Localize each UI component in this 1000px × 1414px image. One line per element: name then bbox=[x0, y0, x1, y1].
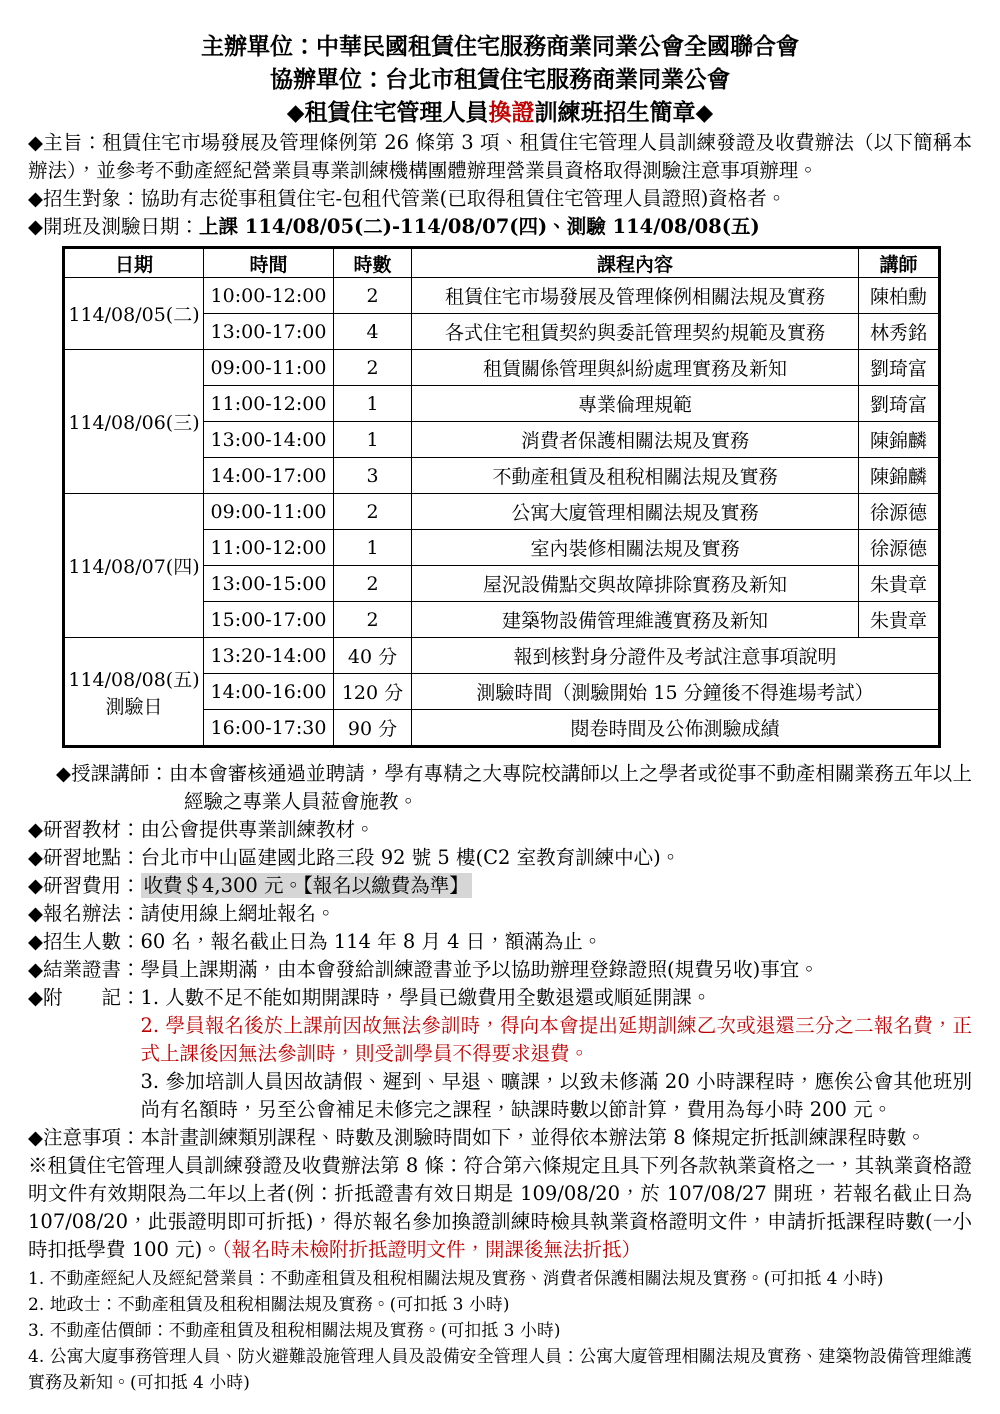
hours-cell: 1 bbox=[334, 422, 412, 458]
time-cell: 13:20-14:00 bbox=[204, 638, 334, 674]
header-cell-time: 時間 bbox=[204, 248, 334, 278]
course-cell: 租賃住宅市場發展及管理條例相關法規及實務 bbox=[412, 278, 859, 314]
schedule-date-label: ◆開班及測驗日期： bbox=[28, 215, 199, 238]
fee-highlight: 收費＄4,300 元。【報名以繳費為準】 bbox=[141, 873, 472, 898]
teacher-cell: 劉琦富 bbox=[859, 386, 940, 422]
course-cell: 室內裝修相關法規及實務 bbox=[412, 530, 859, 566]
lecturer-text: 由本會審核通過並聘請，學有專精之大專院校講師以上之學者或從事不動產相關業務五年以上經驗之專業人員蒞會施教。 bbox=[169, 762, 972, 813]
teacher-cell: 徐源德 bbox=[859, 530, 940, 566]
deduction-list bbox=[28, 1266, 972, 1396]
course-cell: 公寓大廈管理相關法規及實務 bbox=[412, 494, 859, 530]
rule8-red-note: （報名時未檢附折抵證明文件，開課後無法折抵） bbox=[221, 1238, 641, 1261]
certificate-paragraph: ◆結業證書：學員上課期滿，由本會發給訓練證書並予以協助辦理登錄證照(規費另收)事宜。 bbox=[28, 958, 819, 981]
organizer-line: 主辦單位：中華民國租賃住宅服務商業同業公會全國聯合會 bbox=[201, 33, 799, 60]
note-item: 3. 參加培訓人員因故請假、遲到、早退、曠課，以致未修滿 20 小時課程時，應俟公會其他班別尚有名額時，另至公會補足未修完之課程，缺課時數以節計算，費用為每小時 200 元。 bbox=[140, 1070, 972, 1121]
doc-title-red-term: 換證 bbox=[488, 99, 535, 126]
time-cell: 14:00-16:00 bbox=[204, 674, 334, 710]
schedule-date-paragraph bbox=[28, 213, 972, 241]
hours-cell: 90 分 bbox=[334, 710, 412, 747]
deduction-item: 3. 不動產估價師：不動產租賃及租稅相關法規及實務。(可扣抵 3 小時) bbox=[28, 1321, 561, 1341]
hours-cell: 120 分 bbox=[334, 674, 412, 710]
lecturer-label: ◆授課講師： bbox=[56, 762, 170, 785]
teacher-cell: 林秀銘 bbox=[859, 314, 940, 350]
header-cell-course: 課程內容 bbox=[412, 248, 859, 278]
table-header-row bbox=[64, 248, 940, 278]
table-row bbox=[64, 278, 940, 314]
header-cell-date: 日期 bbox=[64, 248, 204, 278]
course-table bbox=[62, 246, 941, 748]
table-row bbox=[64, 638, 940, 674]
subject-paragraph: ◆主旨：租賃住宅市場發展及管理條例第 26 條第 3 項、租賃住宅管理人員訓練發證及收費辦法（以下簡稱本辦法），並參考不動產經紀營業員專業訓練機構團體辦理營業員資格取得測驗注意事項辦理。 bbox=[28, 131, 972, 182]
doc-title bbox=[28, 96, 972, 129]
notes-items bbox=[141, 984, 973, 1124]
doc-title-post: 訓練班招生簡章◆ bbox=[534, 99, 714, 126]
rule8-paragraph bbox=[28, 1152, 972, 1264]
note-item-refund-policy: 2. 學員報名後於上課前因故無法參訓時，得向本會提出延期訓練乙次或退還三分之二報名費，正式上課後因無法參訓時，則受訓學員不得要求退費。 bbox=[140, 1014, 972, 1065]
registration-paragraph: ◆報名辦法：請使用線上網址報名。 bbox=[28, 902, 336, 925]
notes-block bbox=[28, 984, 972, 1124]
fee-label: ◆研習費用： bbox=[28, 874, 141, 897]
time-cell: 13:00-15:00 bbox=[204, 566, 334, 602]
teacher-cell: 徐源德 bbox=[859, 494, 940, 530]
audience-paragraph: ◆招生對象：協助有志從事租賃住宅-包租代管業(已取得租賃住宅管理人員證照)資格者。 bbox=[28, 187, 787, 210]
hours-cell: 3 bbox=[334, 458, 412, 494]
hours-cell: 2 bbox=[334, 602, 412, 638]
fee-paragraph bbox=[28, 872, 972, 900]
date-cell: 114/08/06(三) bbox=[64, 350, 204, 494]
location-paragraph: ◆研習地點：台北市中山區建國北路三段 92 號 5 樓(C2 室教育訓練中心)。 bbox=[28, 846, 681, 869]
time-cell: 16:00-17:30 bbox=[204, 710, 334, 747]
deduction-item: 2. 地政士：不動產租賃及租稅相關法規及實務。(可扣抵 3 小時) bbox=[28, 1295, 510, 1315]
exam-date: 114/08/08(五) bbox=[68, 668, 200, 691]
course-cell: 專業倫理規範 bbox=[412, 386, 859, 422]
course-cell: 消費者保護相關法規及實務 bbox=[412, 422, 859, 458]
teacher-cell: 陳錦麟 bbox=[859, 458, 940, 494]
quota-paragraph: ◆招生人數：60 名，報名截止日為 114 年 8 月 4 日，額滿為止。 bbox=[28, 930, 603, 953]
time-cell: 13:00-17:00 bbox=[204, 314, 334, 350]
teacher-cell: 朱貴章 bbox=[859, 602, 940, 638]
course-cell: 租賃關係管理與糾紛處理實務及新知 bbox=[412, 350, 859, 386]
notes-label: ◆附 記： bbox=[28, 986, 141, 1009]
time-cell: 09:00-11:00 bbox=[204, 350, 334, 386]
caution-paragraph: ◆注意事項：本計畫訓練類別課程、時數及測驗時間如下，並得依本辦法第 8 條規定折抵訓練課程時數。 bbox=[28, 1126, 926, 1149]
header-cell-teacher: 講師 bbox=[859, 248, 940, 278]
course-cell: 不動產租賃及租稅相關法規及實務 bbox=[412, 458, 859, 494]
table-row bbox=[64, 350, 940, 386]
rule8-text: ※租賃住宅管理人員訓練發證及收費辦法第 8 條：符合第六條規定且具下列各款執業資格之一，其執業資格證明文件有效期限為二年以上者(例：折抵證書有效日期是 109/08/20，於 107/08/27 開班，若報名截止日為 107/08/20，此張證明即可折抵)，得於報名參加換證訓練時檢具執業資格證明文件，申請折抵課程時數(一小時扣抵學費 100 元)。 bbox=[28, 1154, 972, 1261]
note-item: 1. 人數不足不能如期開課時，學員已繳費用全數退還或順延開課。 bbox=[140, 986, 712, 1009]
course-cell: 各式住宅租賃契約與委託管理契約規範及實務 bbox=[412, 314, 859, 350]
teacher-cell: 陳柏勳 bbox=[859, 278, 940, 314]
course-cell: 報到核對身分證件及考試注意事項說明 bbox=[412, 638, 940, 674]
time-cell: 10:00-12:00 bbox=[204, 278, 334, 314]
hours-cell: 2 bbox=[334, 278, 412, 314]
time-cell: 11:00-12:00 bbox=[204, 386, 334, 422]
lecturer-paragraph bbox=[28, 760, 972, 816]
document-header bbox=[28, 30, 972, 129]
co-organizer-line: 協辦單位：台北市租賃住宅服務商業同業公會 bbox=[270, 66, 730, 93]
teacher-cell: 陳錦麟 bbox=[859, 422, 940, 458]
hours-cell: 2 bbox=[334, 350, 412, 386]
schedule-date-value: 上課 114/08/05(二)-114/08/07(四)、測驗 114/08/08(五) bbox=[199, 215, 760, 238]
header-cell-hours: 時數 bbox=[334, 248, 412, 278]
exam-day-label: 測驗日 bbox=[105, 695, 163, 718]
deduction-item: 1. 不動產經紀人及經紀營業員：不動產租賃及租稅相關法規及實務、消費者保護相關法規及實務。(可扣抵 4 小時) bbox=[28, 1269, 884, 1289]
table-row bbox=[64, 494, 940, 530]
course-cell: 屋況設備點交與故障排除實務及新知 bbox=[412, 566, 859, 602]
material-paragraph: ◆研習教材：由公會提供專業訓練教材。 bbox=[28, 818, 375, 841]
hours-cell: 2 bbox=[334, 566, 412, 602]
course-cell: 測驗時間（測驗開始 15 分鐘後不得進場考試） bbox=[412, 674, 940, 710]
deduction-item: 4. 公寓大廈事務管理人員、防火避難設施管理人員及設備安全管理人員：公寓大廈管理相關法規及實務、建築物設備管理維護實務及新知。(可扣抵 4 小時) bbox=[28, 1347, 972, 1393]
teacher-cell: 劉琦富 bbox=[859, 350, 940, 386]
time-cell: 15:00-17:00 bbox=[204, 602, 334, 638]
course-cell: 建築物設備管理維護實務及新知 bbox=[412, 602, 859, 638]
time-cell: 11:00-12:00 bbox=[204, 530, 334, 566]
time-cell: 13:00-14:00 bbox=[204, 422, 334, 458]
hours-cell: 2 bbox=[334, 494, 412, 530]
time-cell: 14:00-17:00 bbox=[204, 458, 334, 494]
date-cell: 114/08/05(二) bbox=[64, 278, 204, 350]
date-cell: 114/08/07(四) bbox=[64, 494, 204, 638]
details-section bbox=[28, 760, 972, 1264]
teacher-cell: 朱貴章 bbox=[859, 566, 940, 602]
hours-cell: 1 bbox=[334, 530, 412, 566]
date-cell bbox=[64, 638, 204, 747]
doc-title-pre: ◆租賃住宅管理人員 bbox=[286, 99, 489, 126]
time-cell: 09:00-11:00 bbox=[204, 494, 334, 530]
hours-cell: 4 bbox=[334, 314, 412, 350]
course-cell: 閱卷時間及公佈測驗成績 bbox=[412, 710, 940, 747]
hours-cell: 1 bbox=[334, 386, 412, 422]
hours-cell: 40 分 bbox=[334, 638, 412, 674]
